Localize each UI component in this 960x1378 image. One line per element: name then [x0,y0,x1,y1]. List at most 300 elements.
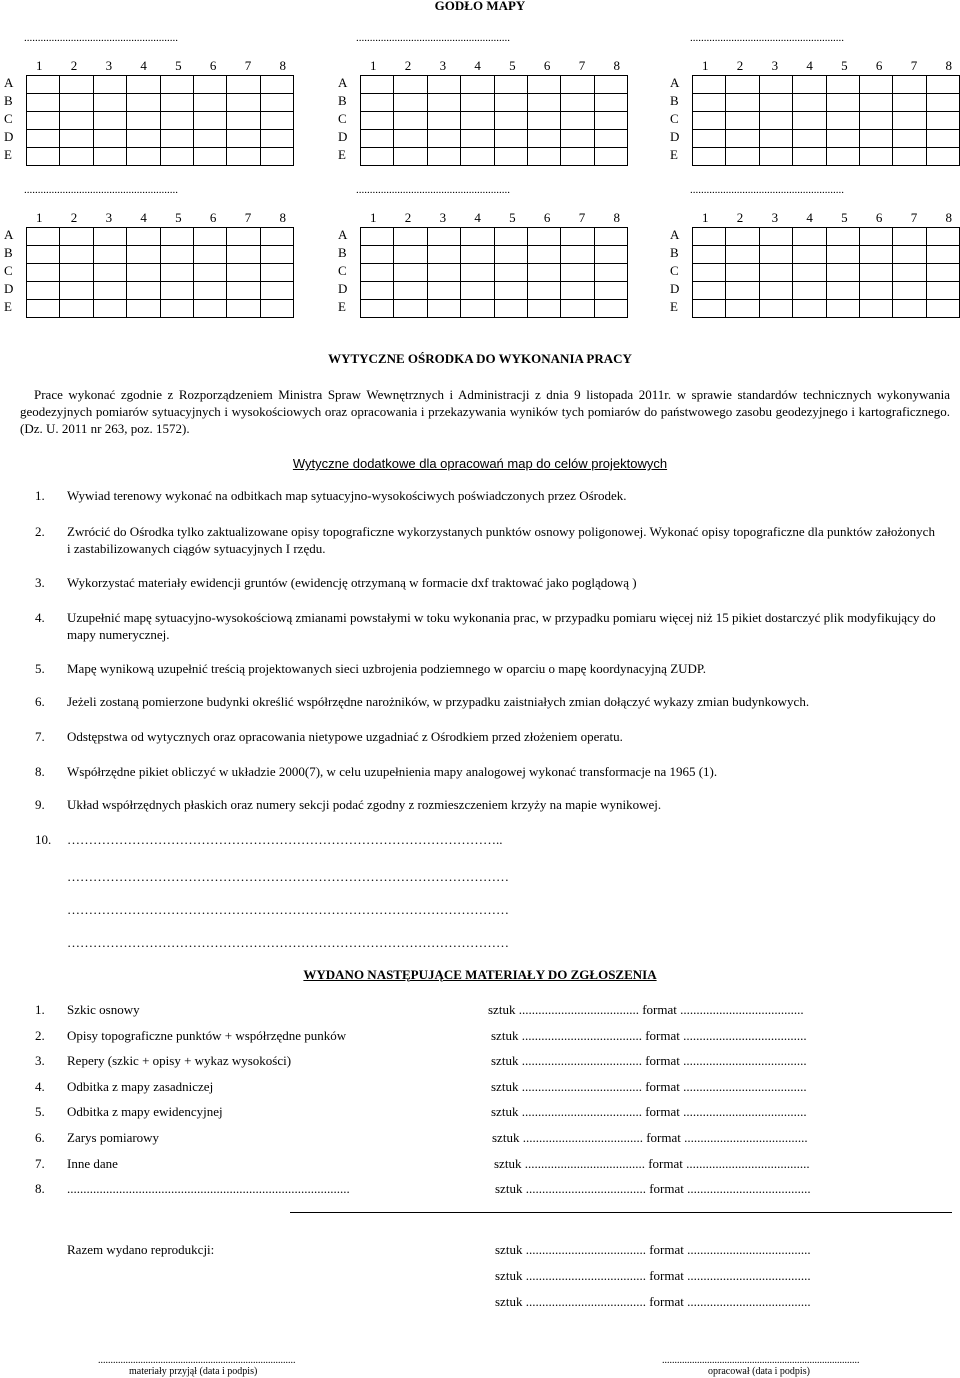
signature-dots-prepared[interactable]: ............................................................................... [662,1355,860,1366]
grid-cell[interactable] [93,228,126,246]
grid-cell[interactable] [60,300,93,318]
grid-cell[interactable] [793,130,826,148]
grid-cell[interactable] [127,228,160,246]
grid-cell[interactable] [693,300,726,318]
grid-cell[interactable] [693,94,726,112]
grid-cell[interactable] [27,130,60,148]
grid-cell[interactable] [93,282,126,300]
grid-cell[interactable] [160,112,193,130]
grid-cell[interactable] [461,130,494,148]
grid-godlo-dots[interactable]: ........................................................ [690,32,844,44]
grid-cell[interactable] [260,282,293,300]
grid-godlo-dots[interactable]: ........................................................ [356,32,510,44]
grid-cell[interactable] [160,76,193,94]
guideline-item [35,660,940,677]
grid-cell[interactable] [594,130,627,148]
grid-cell[interactable] [461,264,494,282]
grid-cell[interactable] [926,264,959,282]
grid-cell[interactable] [793,112,826,130]
grid-godlo-dots[interactable]: ........................................................ [690,184,844,196]
grid-cell[interactable] [759,282,792,300]
grid-cell[interactable] [27,148,60,166]
grid-cell[interactable] [494,300,527,318]
grid-cell[interactable] [793,94,826,112]
grid-cell[interactable] [127,264,160,282]
grid-cell[interactable] [193,94,226,112]
grid-cell[interactable] [461,300,494,318]
grid-cell[interactable] [227,228,260,246]
grid-cell[interactable] [461,246,494,264]
grid-cell[interactable] [227,130,260,148]
grid-cell[interactable] [227,246,260,264]
grid-cell[interactable] [27,94,60,112]
grid-cell[interactable] [260,94,293,112]
grid-cell[interactable] [494,246,527,264]
grid-cell[interactable] [926,282,959,300]
grid-cell[interactable] [193,112,226,130]
grid-cell[interactable] [726,246,759,264]
grid-cell[interactable] [227,76,260,94]
grid-cell[interactable] [27,112,60,130]
grid-cell[interactable] [893,94,926,112]
grid-cell[interactable] [361,112,394,130]
map-grid [338,58,628,168]
grid-cell[interactable] [594,94,627,112]
grid-cell[interactable] [759,76,792,94]
grid-cell[interactable] [60,76,93,94]
grid-cell[interactable] [394,148,427,166]
grid-cell[interactable] [693,282,726,300]
grid-cell[interactable] [27,76,60,94]
grid-cell[interactable] [926,246,959,264]
extra-line[interactable]: ………………………………………………………………………………………… [67,935,509,950]
grid-row-letter: A [4,75,14,90]
grid-cell[interactable] [826,130,859,148]
grid-cell[interactable] [826,148,859,166]
grid-cell[interactable] [926,130,959,148]
grid-cell[interactable] [193,300,226,318]
grid-cell[interactable] [893,148,926,166]
grid-cell[interactable] [127,246,160,264]
grid-godlo-dots[interactable]: ........................................................ [24,32,178,44]
grid-cell[interactable] [160,300,193,318]
grid-cell[interactable] [160,264,193,282]
grid-cell[interactable] [193,282,226,300]
grid-column-number: 6 [875,58,883,73]
grid-cell[interactable] [227,112,260,130]
grid-cell[interactable] [27,228,60,246]
total-line[interactable]: sztuk ..................................... format ...................................... [495,1268,811,1283]
grid-cell[interactable] [693,130,726,148]
grid-cell[interactable] [561,112,594,130]
grid-cell[interactable] [427,130,460,148]
grid-cell[interactable] [227,300,260,318]
grid-cell[interactable] [127,76,160,94]
grid-cell[interactable] [394,76,427,94]
grid-cell[interactable] [859,282,892,300]
grid-cell[interactable] [693,246,726,264]
grid-cell[interactable] [494,148,527,166]
grid-cell[interactable] [527,246,560,264]
grid-cell[interactable] [527,148,560,166]
grid-column-number: 7 [244,58,252,73]
grid-row-letter: E [4,299,12,314]
grid-cell[interactable] [826,112,859,130]
grid-cell[interactable] [60,148,93,166]
grid-cell[interactable] [494,94,527,112]
grid-cell[interactable] [93,112,126,130]
grid-cell[interactable] [693,112,726,130]
grid-cell[interactable] [594,300,627,318]
grid-cell[interactable] [93,130,126,148]
grid-cell[interactable] [693,264,726,282]
grid-cell[interactable] [27,246,60,264]
grid-cell[interactable] [461,94,494,112]
grid-cell[interactable] [127,112,160,130]
grid-cell[interactable] [759,94,792,112]
grid-cell[interactable] [361,282,394,300]
grid-cell[interactable] [594,76,627,94]
guideline-item [35,609,940,643]
grid-cell[interactable] [859,246,892,264]
grid-cell[interactable] [193,228,226,246]
grid-cell[interactable] [826,300,859,318]
grid-cell[interactable] [926,112,959,130]
grid-cell[interactable] [759,112,792,130]
grid-cell[interactable] [427,246,460,264]
grid-cell[interactable] [361,300,394,318]
grid-cell[interactable] [726,228,759,246]
grid-row-letter: B [4,93,13,108]
grid-cell[interactable] [726,264,759,282]
grid-cell[interactable] [859,148,892,166]
grid-cell[interactable] [160,282,193,300]
map-grid [4,58,294,168]
grid-cell[interactable] [561,228,594,246]
grid-cell[interactable] [93,264,126,282]
grid-cell[interactable] [427,228,460,246]
grid-cell[interactable] [859,94,892,112]
grid-cell[interactable] [361,94,394,112]
grid-cell[interactable] [227,148,260,166]
grid-cell[interactable] [726,148,759,166]
grid-cell[interactable] [859,228,892,246]
grid-column-number: 4 [806,58,813,73]
grid-cell[interactable] [726,94,759,112]
grid-cell[interactable] [561,300,594,318]
grid-godlo-dots[interactable]: ........................................................ [24,184,178,196]
guideline-number: 1. [35,488,45,503]
grid-cell[interactable] [893,282,926,300]
grid-cell[interactable] [60,246,93,264]
grid-cell[interactable] [260,130,293,148]
grid-cell[interactable] [859,130,892,148]
grid-cell[interactable] [260,300,293,318]
grid-cell[interactable] [859,76,892,94]
material-label: Szkic osnowy [67,1002,140,1017]
grid-cell[interactable] [527,228,560,246]
grid-cell[interactable] [561,282,594,300]
grid-cell[interactable] [826,246,859,264]
grid-cell[interactable] [27,300,60,318]
grid-cell[interactable] [461,282,494,300]
grid-cell[interactable] [427,94,460,112]
grid-cell[interactable] [361,76,394,94]
material-item [35,1181,350,1197]
grid-cell[interactable] [394,228,427,246]
grid-cell[interactable] [893,112,926,130]
grid-cell[interactable] [594,148,627,166]
grid-cell[interactable] [93,300,126,318]
grid-row-letter: C [338,111,347,126]
grid-cell[interactable] [193,246,226,264]
grid-cell[interactable] [893,76,926,94]
grid-cell[interactable] [494,112,527,130]
grid-cell[interactable] [127,300,160,318]
grid-cell[interactable] [361,264,394,282]
grid-cell[interactable] [926,300,959,318]
grid-cell[interactable] [726,112,759,130]
grid-cell[interactable] [394,246,427,264]
grid-cell[interactable] [260,76,293,94]
grid-cell[interactable] [461,228,494,246]
grid-cell[interactable] [193,130,226,148]
grid-cell[interactable] [160,94,193,112]
grid-cell[interactable] [60,130,93,148]
material-count-format[interactable]: sztuk ..................................... format ...................................... [495,1181,811,1196]
guideline-text: Odstępstwa od wytycznych oraz opracowania nietypowe uzgadniać z Ośrodkiem przed złożeniem operatu. [67,729,623,744]
grid-cell[interactable] [793,76,826,94]
grid-cell[interactable] [427,264,460,282]
grid-cell[interactable] [594,282,627,300]
grid-cell[interactable] [227,94,260,112]
grid-cell[interactable] [27,264,60,282]
grid-cell[interactable] [60,282,93,300]
grid-cell[interactable] [561,94,594,112]
grid-cell[interactable] [926,94,959,112]
material-count-format[interactable]: sztuk ..................................... format ...................................... [492,1130,808,1145]
grid-cell[interactable] [361,130,394,148]
grid-cell[interactable] [527,130,560,148]
grid-cell[interactable] [594,112,627,130]
grid-cell[interactable] [826,282,859,300]
map-grid [338,210,628,320]
grid-cell[interactable] [427,282,460,300]
grid-cell[interactable] [427,148,460,166]
grid-cell[interactable] [759,148,792,166]
grid-cell[interactable] [726,282,759,300]
grid-cell[interactable] [826,94,859,112]
grid-cell[interactable] [93,148,126,166]
material-number: 4. [35,1079,45,1094]
grid-cell[interactable] [60,112,93,130]
grid-cell[interactable] [60,228,93,246]
grid-column-number: 6 [875,210,883,225]
grid-row-letter: D [4,129,14,144]
grid-cell[interactable] [394,300,427,318]
extra-line[interactable]: ………………………………………………………………………………………… [67,869,509,884]
guideline-text: Współrzędne pikiet obliczyć w układzie 2000(7), w celu uzupełnienia mapy analogowej wykonać transformacje na 1965 (1). [67,764,718,779]
grid-cell[interactable] [561,246,594,264]
grid-cell[interactable] [193,264,226,282]
grid-cell[interactable] [527,282,560,300]
material-count-format[interactable]: sztuk ..................................... format ...................................... [494,1156,810,1171]
grid-cell[interactable] [461,76,494,94]
grid-cell[interactable] [227,282,260,300]
grid-row-letter: C [4,263,13,278]
grid-cell[interactable] [859,112,892,130]
grid-cell[interactable] [127,148,160,166]
map-grid [670,58,960,168]
grid-cell[interactable] [759,264,792,282]
guideline-text: Układ współrzędnych płaskich oraz numery sekcji podać zgodny z rozmieszczeniem krzyży na mapie wynikowej. [67,797,662,812]
grid-column-number: 8 [613,210,620,225]
grid-cell[interactable] [260,264,293,282]
grid-column-number: 4 [474,58,481,73]
grid-cell[interactable] [893,246,926,264]
grid-cell[interactable] [127,94,160,112]
grid-column-number: 5 [509,210,516,225]
grid-cell[interactable] [361,228,394,246]
grid-cell[interactable] [260,112,293,130]
grid-cell[interactable] [594,246,627,264]
grid-cell[interactable] [826,76,859,94]
grid-column-number: 1 [370,58,377,73]
grid-cell[interactable] [494,76,527,94]
grid-cell[interactable] [926,76,959,94]
grid-cell[interactable] [893,300,926,318]
grid-cell[interactable] [427,112,460,130]
grid-cell[interactable] [60,264,93,282]
grid-cell[interactable] [826,228,859,246]
grid-cell[interactable] [127,130,160,148]
signature-dots-received[interactable]: ............................................................................... [98,1355,296,1366]
grid-cell[interactable] [527,76,560,94]
grid-cell[interactable] [93,94,126,112]
grid-cell[interactable] [260,246,293,264]
material-item [35,1156,118,1172]
grid-cell[interactable] [759,130,792,148]
grid-cell[interactable] [693,76,726,94]
grid-cell[interactable] [594,228,627,246]
material-count-format[interactable]: sztuk ..................................... format ...................................... [491,1079,807,1094]
grid-cell[interactable] [193,76,226,94]
material-label: Zarys pomiarowy [67,1130,160,1145]
grid-cell[interactable] [394,112,427,130]
grid-cell[interactable] [527,112,560,130]
grid-cell[interactable] [926,148,959,166]
grid-cell[interactable] [260,148,293,166]
grid-cell[interactable] [127,282,160,300]
grid-cell[interactable] [793,282,826,300]
grid-cell[interactable] [693,148,726,166]
grid-cell[interactable] [793,264,826,282]
grid-cell[interactable] [561,130,594,148]
grid-cell[interactable] [494,130,527,148]
grid-cell[interactable] [793,228,826,246]
grid-cell[interactable] [561,264,594,282]
grid-cell[interactable] [494,264,527,282]
grid-cell[interactable] [160,148,193,166]
grid-cell[interactable] [793,300,826,318]
total-line[interactable]: sztuk ..................................... format ...................................... [495,1294,811,1309]
grid-cell[interactable] [394,130,427,148]
grid-cell[interactable] [193,148,226,166]
material-count-format[interactable]: sztuk ..................................... format ...................................... [491,1028,807,1043]
grid-cell[interactable] [693,228,726,246]
grid-cell[interactable] [494,282,527,300]
total-line[interactable]: sztuk ..................................... format ...................................... [495,1242,811,1257]
grid-table [692,227,960,318]
grid-cell[interactable] [361,246,394,264]
grid-cell[interactable] [926,228,959,246]
grid-column-number: 2 [70,210,78,225]
grid-cell[interactable] [260,228,293,246]
grid-cell[interactable] [893,228,926,246]
material-count-format[interactable]: sztuk ..................................... format ...................................... [491,1104,807,1119]
grid-cell[interactable] [427,76,460,94]
grid-godlo-dots[interactable]: ........................................................ [356,184,510,196]
grid-cell[interactable] [893,264,926,282]
grid-cell[interactable] [27,282,60,300]
grid-cell[interactable] [527,264,560,282]
grid-row-letter: C [670,263,679,278]
grid-cell[interactable] [427,300,460,318]
grid-cell[interactable] [160,246,193,264]
grid-cell[interactable] [394,282,427,300]
guideline-number: 7. [35,729,45,744]
grid-cell[interactable] [561,76,594,94]
grid-cell[interactable] [594,264,627,282]
grid-cell[interactable] [394,264,427,282]
grid-cell[interactable] [759,228,792,246]
grid-cell[interactable] [60,94,93,112]
grid-cell[interactable] [859,264,892,282]
extra-line[interactable]: ………………………………………………………………………………………… [67,902,509,917]
map-grid [4,210,294,320]
materials-title: WYDANO NASTĘPUJĄCE MATERIAŁY DO ZGŁOSZENIA [303,967,657,982]
grid-cell[interactable] [726,130,759,148]
material-count-format[interactable]: sztuk ..................................... format ...................................... [491,1053,807,1068]
grid-cell[interactable] [494,228,527,246]
grid-cell[interactable] [826,264,859,282]
grid-cell[interactable] [160,228,193,246]
grid-column-number: 3 [771,58,779,73]
grid-cell[interactable] [893,130,926,148]
grid-cell[interactable] [227,264,260,282]
grid-cell[interactable] [93,76,126,94]
grid-cell[interactable] [726,76,759,94]
grid-cell[interactable] [361,148,394,166]
grid-cell[interactable] [793,148,826,166]
grid-cell[interactable] [759,300,792,318]
grid-cell[interactable] [160,130,193,148]
grid-cell[interactable] [394,94,427,112]
material-number: 3. [35,1053,45,1068]
material-count-format[interactable]: sztuk ..................................... format ...................................... [488,1002,804,1017]
grid-cell[interactable] [461,148,494,166]
grid-cell[interactable] [793,246,826,264]
grid-cell[interactable] [527,300,560,318]
grid-cell[interactable] [859,300,892,318]
grid-cell[interactable] [527,94,560,112]
grid-cell[interactable] [93,246,126,264]
grid-cell[interactable] [759,246,792,264]
grid-cell[interactable] [561,148,594,166]
grid-cell[interactable] [726,300,759,318]
grid-cell[interactable] [461,112,494,130]
guideline-item [35,693,940,710]
